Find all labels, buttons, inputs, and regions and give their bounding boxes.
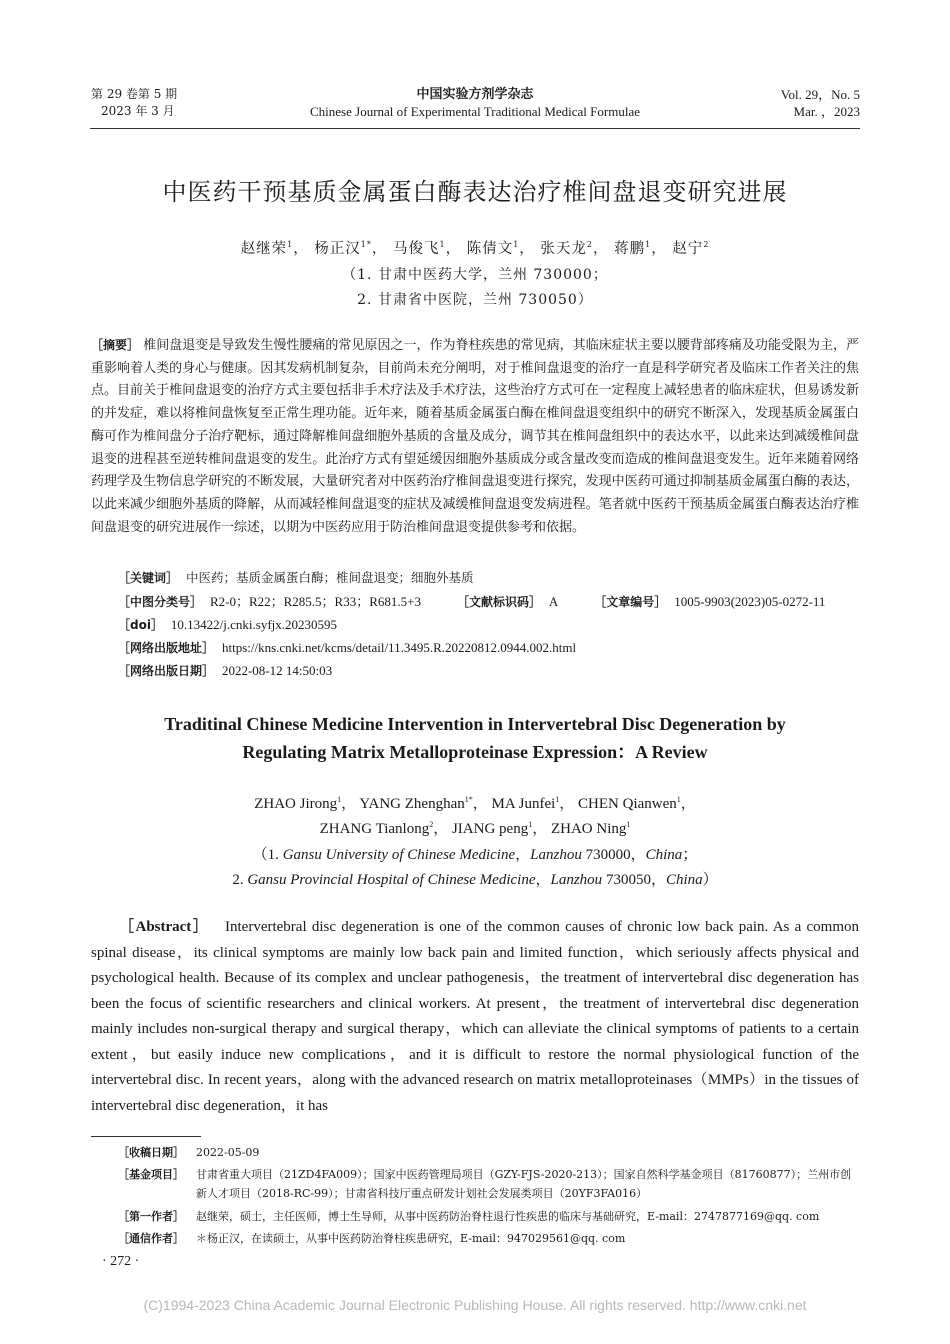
author-sup-en: 1 — [528, 820, 533, 829]
aff1-country: China — [645, 847, 683, 863]
aff1-sep: ， — [515, 847, 531, 863]
author-sup: 1 — [513, 240, 520, 250]
header-date-cn: 2023 年 3 月 — [101, 104, 175, 118]
fund-label: ［基金项目］ — [118, 1168, 184, 1181]
aff2-code: 730050， — [602, 872, 666, 888]
author-name-en: YANG Zhenghan — [359, 796, 465, 812]
affiliation-cn-2: 2. 甘肃省中医院，兰州 730050） — [357, 292, 593, 308]
corresponding-value: ＊杨正汉，在读硕士，从事中医药防治脊柱疾患研究，E-mail：947029561@qq. com — [196, 1232, 626, 1245]
footnote-fund — [118, 1165, 863, 1203]
author-name: 杨正汉 — [314, 241, 361, 257]
author-name-en: ZHAO Ning — [550, 821, 627, 837]
author-name: 马俊飞 — [393, 241, 440, 257]
online-date-label: ［网络出版日期］ — [118, 664, 215, 678]
header-issue-cn — [91, 86, 177, 120]
header-date-en: Mar. ，2023 — [793, 104, 860, 119]
author-name-en: ZHANG Tianlong — [319, 821, 430, 837]
doi-label: ［doi］ — [118, 618, 163, 632]
header-journal — [250, 86, 700, 120]
aff2-institution: Gansu Provincial Hospital of Chinese Medicine — [247, 872, 536, 888]
article-no-value: 1005-9903(2023)05-0272-11 — [674, 594, 826, 609]
header-divider — [90, 128, 860, 129]
clc-value: R2-0；R22；R285.5；R33；R681.5+3 — [209, 594, 421, 609]
affiliation-en-1 — [90, 843, 860, 867]
received-label: ［收稿日期］ — [118, 1146, 184, 1159]
footnote-divider — [91, 1136, 201, 1137]
title-en-line1: Traditinal Chinese Medicine Intervention in Intervertebral Disc Degeneration by — [164, 714, 786, 734]
author-sup-en: 1* — [464, 795, 473, 804]
author-name-en: CHEN Qianwen — [578, 796, 677, 812]
footnote-corresponding — [118, 1229, 863, 1248]
fund-value: 甘肃省重大项目（21ZD4FA009）；国家中医药管理局项目（GZY-FJS-2020-213）；国家自然科学基金项目（81760877）；兰州市创新人才项目（2018-RC-99）；甘肃省科技厅重点研发计划社会发展类项目（20YF3FA016） — [196, 1168, 852, 1200]
header-volume-en: Vol. 29，No. 5 — [780, 87, 860, 102]
keywords-line — [118, 569, 868, 587]
footnote-first-author — [118, 1207, 863, 1226]
classification-line — [118, 593, 868, 611]
affiliation-en-2 — [90, 868, 860, 892]
author-name: 赵继荣 — [240, 241, 288, 257]
author-name: 赵宁 — [672, 241, 704, 257]
article-no-label: ［文章编号］ — [594, 595, 667, 609]
author-name-en: ZHAO Jirong — [254, 796, 338, 812]
abstract-text-en: Intervertebral disc degeneration is one of the common causes of chronic low back pain. As a common spinal disease，its clinical symptoms are mainly low back pain and limited function，which seriously affects physical and psychological health. Because of its complex and unclear pathogenesis，the treatment of intervertebral disc degeneration has been the focus of scientific researchers and clinical workers. At present，the treatment of intervertebral disc degeneration mainly includes non-surgical therapy and surgical therapy，which can alleviate the clinical symptoms of patients to a certain extent，but easily induce new complications，and it is difficult to restore the normal physiological function of the intervertebral disc. In recent years，along with the advanced research on matrix metalloproteinases（MMPs）in the tissues of intervertebral disc degeneration，it has — [91, 919, 860, 1114]
abstract-text-cn: 椎间盘退变是导致发生慢性腰痛的常见原因之一，作为脊柱疾患的常见病，其临床症状主要以腰背部疼痛及功能受限为主，严重影响着人类的身心与健康。因其发病机制复杂，目前尚未充分阐明，对于椎间盘退变的治疗一直是科学研究者及临床工作者关注的焦点。目前关于椎间盘退变的治疗方式主要包括非手术疗法及手术疗法，这些治疗方式可在一定程度上减轻患者的临床症状，但易诱发新的并发症，难以将椎间盘恢复至正常生理功能。近年来，随着基质金属蛋白酶在椎间盘退变组织中的研究不断深入，发现基质金属蛋白酶可作为椎间盘分子治疗靶标，通过降解椎间盘细胞外基质的含量及成分，调节其在椎间盘组织中的表达水平，以此来达到减缓椎间盘退变的进程甚至逆转椎间盘退变的发生。此治疗方式有望延缓因细胞外基质成分或含量改变而造成的椎间盘退变发生。近年来随着网络药理学及生物信息学研究的不断发展，大量研究者对中医药治疗椎间盘退变进行探究，发现中医药可通过抑制基质金属蛋白酶的表达，以此来减少细胞外基质的降解，从而减轻椎间盘退变的症状及减缓椎间盘退变发病进程。笔者就中医药干预基质金属蛋白酶表达治疗椎间盘退变的研究进展作一综述，以期为中医药应用于防治椎间盘退变提供参考和依据。 — [91, 338, 859, 535]
footnote-received — [118, 1143, 863, 1162]
aff2-city: Lanzhou — [550, 872, 603, 888]
keywords-label: ［关键词］ — [118, 571, 179, 585]
affiliation-cn-1: （1. 甘肃中医药大学，兰州 730000； — [342, 267, 608, 283]
author-sup-en: 1 — [337, 795, 342, 804]
aff1-end: ； — [682, 847, 698, 863]
author-list-en-2: ZHANG Tianlong$^2$， JIANG peng$^1$， ZHAO Ning$^1$ — [319, 820, 631, 837]
author-name: 陈倩文 — [466, 241, 514, 257]
header-issue-en — [781, 86, 860, 120]
abstract-cn — [91, 334, 859, 539]
author-sup: 1 — [645, 240, 652, 250]
doi-line — [118, 616, 868, 634]
aff2-end: ） — [702, 872, 718, 888]
author-sup-en: 1 — [555, 795, 560, 804]
aff1-prefix: （1. — [252, 847, 283, 863]
received-value: 2022-05-09 — [196, 1146, 260, 1159]
online-address-line — [118, 639, 868, 657]
aff1-code: 730000， — [581, 847, 646, 863]
doc-code-value: A — [548, 594, 559, 609]
aff2-sep: ， — [535, 872, 551, 888]
aff2-country: China — [665, 872, 703, 888]
author-sup-en: 1 — [676, 795, 681, 804]
doc-code-label: ［文献标识码］ — [456, 595, 541, 609]
doi-value: 10.13422/j.cnki.syfjx.20230595 — [170, 617, 338, 632]
article-title-en — [90, 710, 860, 766]
author-list-en-1: ZHAO Jirong$^1$， YANG Zhenghan$^{1*}$， MA Junfei$^1$， CHEN Qianwen$^1$， — [254, 795, 696, 812]
keywords-value: 中医药；基质金属蛋白酶；椎间盘退变；细胞外基质 — [185, 570, 474, 585]
copyright-watermark: (C)1994-2023 China Academic Journal Electronic Publishing House. All rights reserved. http://www.cnki.net — [143, 1297, 807, 1313]
author-sup-en: 2 — [429, 820, 434, 829]
header-volume-issue: 第 29 卷第 5 期 — [91, 87, 178, 101]
author-list-cn: 赵继荣$^1$， 杨正汉$^{1*}$， 马俊飞$^1$， 陈倩文$^1$， 张天龙$^2$， 蒋鹏$^1$， 赵宁$^2$ — [240, 240, 710, 257]
author-name: 张天龙 — [540, 241, 587, 257]
author-name-en: MA Junfei — [491, 796, 556, 812]
corresponding-label: ［通信作者］ — [118, 1232, 184, 1245]
journal-name-en: Chinese Journal of Experimental Traditional Medical Formulae — [310, 104, 640, 119]
first-author-value: 赵继荣，硕士，主任医师，博士生导师，从事中医药防治脊柱退行性疾患的临床与基础研究，E-mail：2747877169@qq. com — [196, 1210, 820, 1223]
clc-label: ［中图分类号］ — [118, 595, 203, 609]
journal-name-cn: 中国实验方剂学杂志 — [416, 87, 534, 102]
author-sup: 1 — [439, 240, 446, 250]
aff2-prefix: 2. — [232, 872, 248, 888]
article-title-cn: 中医药干预基质金属蛋白酶表达治疗椎间盘退变研究进展 — [162, 178, 788, 206]
author-sup: 2 — [586, 240, 593, 250]
abstract-label-cn: ［摘要］ — [91, 338, 140, 352]
online-address-value: https://kns.cnki.net/kcms/detail/11.3495.R.20220812.0944.002.html — [221, 640, 577, 655]
online-date-line — [118, 662, 868, 680]
author-sup-en: 1 — [626, 820, 631, 829]
aff1-city: Lanzhou — [530, 847, 582, 863]
abstract-label-en: ［Abstract］ — [119, 919, 210, 935]
author-name-en: JIANG peng — [451, 821, 529, 837]
abstract-en — [91, 915, 859, 1119]
first-author-label: ［第一作者］ — [118, 1210, 184, 1223]
online-date-value: 2022-08-12 14:50:03 — [221, 663, 333, 678]
aff1-institution: Gansu University of Chinese Medicine — [282, 847, 516, 863]
author-sup: 2 — [703, 240, 710, 250]
page-number: · 272 · — [102, 1254, 140, 1269]
online-address-label: ［网络出版地址］ — [118, 641, 215, 655]
title-en-line2: Regulating Matrix Metalloproteinase Expression：A Review — [242, 742, 708, 762]
author-sup: 1 — [287, 240, 294, 250]
author-name: 蒋鹏 — [614, 241, 646, 257]
author-sup: 1* — [360, 240, 372, 250]
